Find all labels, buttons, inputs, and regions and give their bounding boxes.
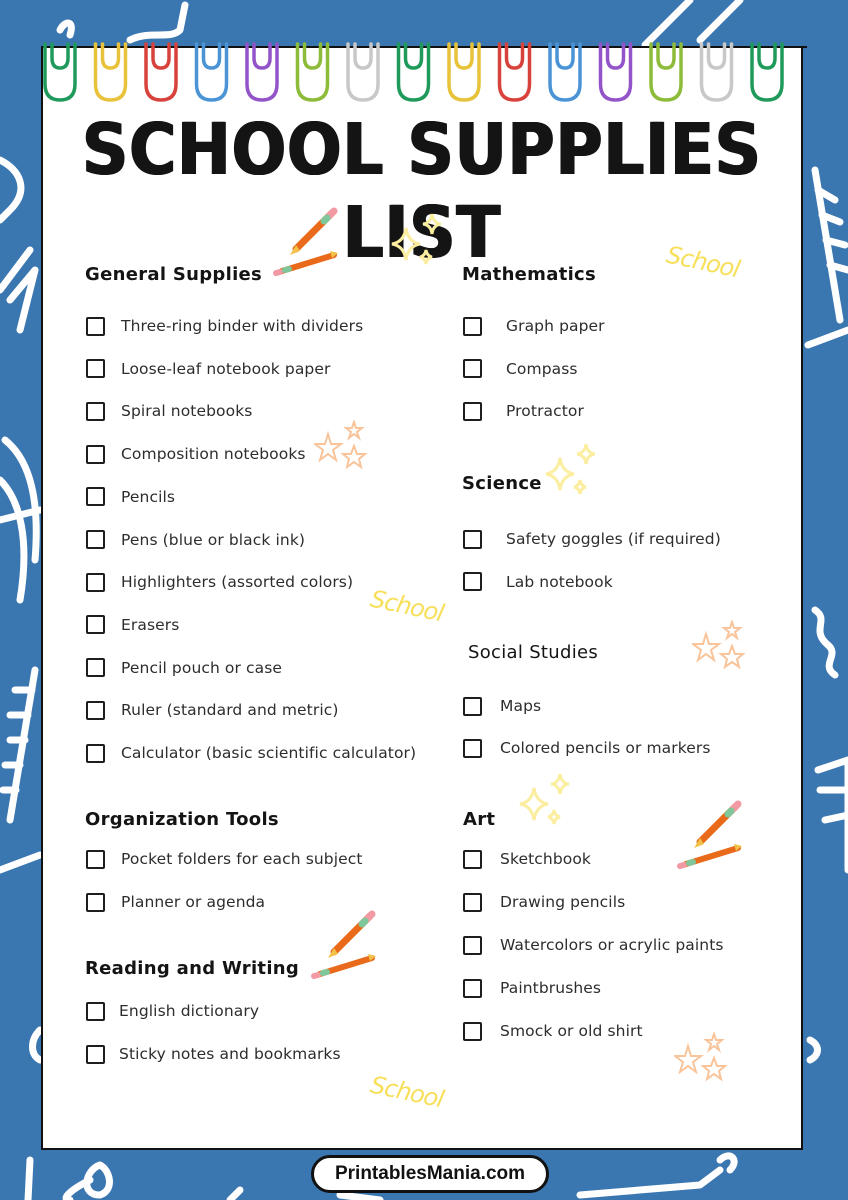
checkbox[interactable]: [463, 1022, 482, 1041]
checklist-item-label: Spiral notebooks: [121, 402, 253, 421]
school-doodle-text: School: [367, 584, 446, 628]
pencils-icon: [674, 798, 744, 870]
checklist-item-label: Colored pencils or markers: [500, 739, 711, 757]
sparkle-icon: [540, 440, 600, 500]
checklist-item-label: Maps: [500, 697, 542, 715]
pencils-icon: [270, 205, 340, 277]
checklist-item-label: Lab notebook: [506, 572, 613, 591]
checklist-item-label: English dictionary: [119, 1002, 260, 1020]
section-title-organization-tools: Organization Tools: [85, 809, 279, 830]
checkbox[interactable]: [463, 402, 482, 421]
checklist-item[interactable]: [86, 656, 282, 680]
footer-website-label: PrintablesMania.com: [334, 1163, 526, 1184]
stars-icon: [314, 420, 370, 472]
checklist-item[interactable]: [86, 890, 265, 914]
checklist-item[interactable]: [463, 1019, 643, 1043]
checklist-item[interactable]: [463, 357, 578, 381]
checkbox[interactable]: [86, 615, 105, 634]
checkbox[interactable]: [86, 402, 105, 421]
section-title-science: Science: [462, 473, 542, 494]
checklist-item[interactable]: [463, 933, 724, 957]
checklist-item[interactable]: [463, 570, 613, 594]
checklist-item-label: Highlighters (assorted colors): [121, 573, 354, 592]
checklist-item[interactable]: [86, 399, 252, 423]
checkbox[interactable]: [86, 744, 105, 763]
checklist-item-label: Composition notebooks: [121, 445, 306, 464]
sparkle-icon: [514, 770, 574, 830]
checklist-item-label: Loose-leaf notebook paper: [121, 359, 331, 378]
checklist-item-label: Graph paper: [506, 317, 605, 335]
checkbox[interactable]: [86, 530, 105, 549]
checklist-item[interactable]: [463, 847, 591, 871]
checkbox[interactable]: [86, 701, 105, 720]
checklist-item-label: Pencil pouch or case: [121, 658, 283, 677]
checklist-item-label: Watercolors or acrylic paints: [500, 936, 724, 954]
checkbox[interactable]: [86, 573, 105, 592]
checklist-item-label: Compass: [506, 359, 578, 378]
checklist-item-label: Protractor: [506, 402, 584, 421]
checklist-item[interactable]: [86, 741, 416, 765]
stars-icon: [692, 620, 748, 672]
checklist-item-label: Safety goggles (if required): [506, 530, 721, 548]
checklist-item[interactable]: [86, 999, 259, 1023]
checklist-item-label: Pocket folders for each subject: [121, 850, 363, 868]
checkbox[interactable]: [463, 739, 482, 758]
checklist-item[interactable]: [463, 736, 711, 760]
checklist-item[interactable]: [463, 890, 625, 914]
checklist-item-label: Paintbrushes: [500, 979, 602, 997]
checklist-item[interactable]: [86, 442, 306, 466]
paperclip-row: [41, 40, 807, 110]
checkbox[interactable]: [463, 359, 482, 378]
section-title-art: Art: [463, 809, 496, 830]
checklist-item[interactable]: [463, 314, 605, 338]
checklist-item-label: Drawing pencils: [500, 893, 626, 911]
checkbox[interactable]: [463, 317, 482, 336]
checklist-item[interactable]: [86, 485, 175, 509]
checklist-item[interactable]: [86, 698, 339, 722]
checklist-item-label: Calculator (basic scientific calculator): [121, 744, 417, 762]
checklist-item[interactable]: [463, 399, 584, 423]
checkbox[interactable]: [463, 850, 482, 869]
checkbox[interactable]: [463, 530, 482, 549]
checklist-item[interactable]: [86, 847, 363, 871]
pencils-icon: [308, 908, 378, 980]
checklist-item[interactable]: [463, 694, 541, 718]
checklist-item-label: Pencils: [121, 487, 176, 506]
checkbox[interactable]: [86, 487, 105, 506]
checklist-item-label: Three-ring binder with dividers: [121, 317, 364, 335]
checkbox[interactable]: [86, 1045, 105, 1064]
checklist-item[interactable]: [86, 528, 305, 552]
checkbox[interactable]: [463, 936, 482, 955]
checklist-item[interactable]: [86, 357, 330, 381]
checkbox[interactable]: [86, 445, 105, 464]
section-title-general-supplies: General Supplies: [85, 264, 263, 285]
checkbox[interactable]: [86, 1002, 105, 1021]
checklist-item-label: Planner or agenda: [121, 893, 266, 911]
section-title-reading-writing: Reading and Writing: [85, 958, 300, 979]
checklist-item[interactable]: [463, 527, 721, 551]
checklist-item-label: Sticky notes and bookmarks: [119, 1045, 341, 1063]
stars-icon: [674, 1032, 730, 1084]
checklist-item[interactable]: [86, 570, 353, 594]
checkbox[interactable]: [463, 697, 482, 716]
checklist-item[interactable]: [86, 314, 363, 338]
footer-website-badge[interactable]: [311, 1155, 549, 1193]
school-doodle-text: School: [663, 240, 742, 284]
checkbox[interactable]: [86, 893, 105, 912]
section-title-social-studies: Social Studies: [468, 642, 599, 663]
section-title-mathematics: Mathematics: [462, 264, 597, 285]
checklist-item-label: Smock or old shirt: [500, 1022, 643, 1040]
checklist-item-label: Ruler (standard and metric): [121, 701, 339, 720]
checklist-item[interactable]: [463, 976, 601, 1000]
checklist-item[interactable]: [86, 613, 179, 637]
checkbox[interactable]: [86, 359, 105, 378]
checklist-item-label: Erasers: [121, 615, 180, 634]
checkbox[interactable]: [86, 317, 105, 336]
checklist-item-label: Pens (blue or black ink): [121, 530, 306, 549]
checklist-item-label: Sketchbook: [500, 850, 592, 868]
page-title: SCHOOL SUPPLIES LIST: [82, 109, 762, 275]
checkbox[interactable]: [463, 979, 482, 998]
school-doodle-text: School: [367, 1070, 446, 1114]
checkbox[interactable]: [463, 572, 482, 591]
sparkle-icon: [386, 210, 446, 270]
checkbox[interactable]: [86, 850, 105, 869]
checkbox[interactable]: [86, 658, 105, 677]
checklist-item[interactable]: [86, 1042, 341, 1066]
checkbox[interactable]: [463, 893, 482, 912]
